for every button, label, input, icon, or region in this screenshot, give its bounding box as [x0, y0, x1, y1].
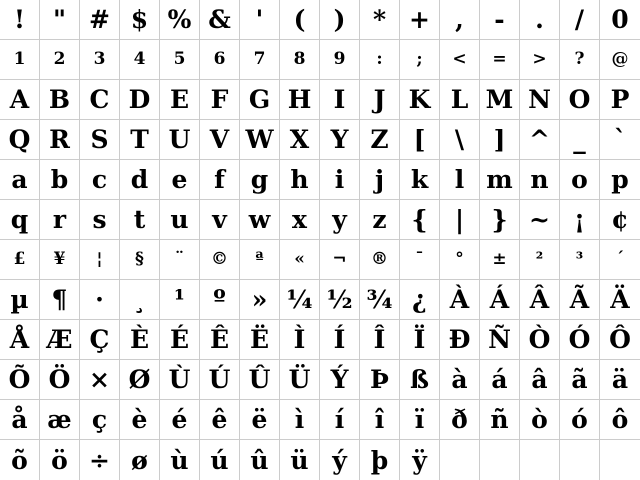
glyph-cell: _ [560, 120, 600, 160]
glyph-cell: ® [360, 240, 400, 280]
glyph-cell: 4 [120, 40, 160, 80]
glyph-cell: V [200, 120, 240, 160]
glyph-cell: h [280, 160, 320, 200]
glyph-cell: < [440, 40, 480, 80]
glyph-cell: ¡ [560, 200, 600, 240]
glyph-cell: Ê [200, 320, 240, 360]
glyph-cell: û [240, 440, 280, 480]
glyph-cell: r [40, 200, 80, 240]
glyph-cell: Ú [200, 360, 240, 400]
glyph-cell: ° [440, 240, 480, 280]
glyph-cell: | [440, 200, 480, 240]
glyph-cell: õ [0, 440, 40, 480]
glyph-cell: ¹ [160, 280, 200, 320]
glyph-cell: ã [560, 360, 600, 400]
glyph-cell: 8 [280, 40, 320, 80]
glyph-cell: ~ [520, 200, 560, 240]
glyph-cell: n [520, 160, 560, 200]
glyph-cell: â [520, 360, 560, 400]
glyph-cell: È [120, 320, 160, 360]
glyph-cell: × [80, 360, 120, 400]
glyph-cell: ò [520, 400, 560, 440]
glyph-cell: ² [520, 240, 560, 280]
glyph-cell: ð [440, 400, 480, 440]
glyph-cell: ó [560, 400, 600, 440]
glyph-cell: 0 [600, 0, 640, 40]
glyph-cell: L [440, 80, 480, 120]
glyph-cell: » [240, 280, 280, 320]
glyph-cell: [ [400, 120, 440, 160]
glyph-cell: ± [480, 240, 520, 280]
glyph-cell: S [80, 120, 120, 160]
glyph-cell: À [440, 280, 480, 320]
glyph-cell: p [600, 160, 640, 200]
glyph-cell: c [80, 160, 120, 200]
glyph-cell: ë [240, 400, 280, 440]
glyph-cell: § [120, 240, 160, 280]
glyph-cell: ú [200, 440, 240, 480]
glyph-cell: Ë [240, 320, 280, 360]
glyph-cell: Ù [160, 360, 200, 400]
glyph-cell: Ì [280, 320, 320, 360]
glyph-cell: Q [0, 120, 40, 160]
glyph-cell: ¾ [360, 280, 400, 320]
glyph-cell: 1 [0, 40, 40, 80]
glyph-cell: ø [120, 440, 160, 480]
glyph-cell: í [320, 400, 360, 440]
glyph-cell: W [240, 120, 280, 160]
glyph-cell: R [40, 120, 80, 160]
glyph-cell: ü [280, 440, 320, 480]
glyph-cell: µ [0, 280, 40, 320]
glyph-cell: Ä [600, 280, 640, 320]
glyph-cell: é [160, 400, 200, 440]
glyph-cell: £ [0, 240, 40, 280]
glyph-cell: w [240, 200, 280, 240]
glyph-cell: ù [160, 440, 200, 480]
glyph-cell: u [160, 200, 200, 240]
glyph-cell: G [240, 80, 280, 120]
glyph-cell: ÷ [80, 440, 120, 480]
glyph-cell: Å [0, 320, 40, 360]
glyph-cell: : [360, 40, 400, 80]
glyph-cell: Z [360, 120, 400, 160]
glyph-cell: á [480, 360, 520, 400]
glyph-cell: $ [120, 0, 160, 40]
glyph-cell: , [440, 0, 480, 40]
glyph-cell: ì [280, 400, 320, 440]
glyph-cell: Û [240, 360, 280, 400]
glyph-cell: 2 [40, 40, 80, 80]
glyph-cell: ê [200, 400, 240, 440]
glyph-cell: å [0, 400, 40, 440]
glyph-cell: Ü [280, 360, 320, 400]
glyph-cell: ? [560, 40, 600, 80]
glyph-cell: . [520, 0, 560, 40]
glyph-cell: ¥ [40, 240, 80, 280]
glyph-cell: Ö [40, 360, 80, 400]
glyph-cell: Ø [120, 360, 160, 400]
glyph-cell: ³ [560, 240, 600, 280]
glyph-cell: ß [400, 360, 440, 400]
glyph-cell: ( [280, 0, 320, 40]
glyph-cell: ö [40, 440, 80, 480]
glyph-cell: I [320, 80, 360, 120]
glyph-cell: à [440, 360, 480, 400]
glyph-cell: 6 [200, 40, 240, 80]
glyph-cell: ÿ [400, 440, 440, 480]
glyph-cell: Ô [600, 320, 640, 360]
glyph-cell: ` [600, 120, 640, 160]
glyph-cell: O [560, 80, 600, 120]
glyph-cell: U [160, 120, 200, 160]
glyph-cell: ¦ [80, 240, 120, 280]
glyph-cell: Ò [520, 320, 560, 360]
glyph-cell: i [320, 160, 360, 200]
glyph-cell: C [80, 80, 120, 120]
glyph-cell: g [240, 160, 280, 200]
glyph-cell: l [440, 160, 480, 200]
glyph-cell: ¢ [600, 200, 640, 240]
glyph-cell: a [0, 160, 40, 200]
glyph-cell: q [0, 200, 40, 240]
glyph-cell: · [80, 280, 120, 320]
glyph-cell: ç [80, 400, 120, 440]
glyph-cell: è [120, 400, 160, 440]
glyph-cell: A [0, 80, 40, 120]
glyph-cell: K [400, 80, 440, 120]
glyph-cell: Ï [400, 320, 440, 360]
glyph-cell: Ñ [480, 320, 520, 360]
glyph-cell: t [120, 200, 160, 240]
glyph-cell: b [40, 160, 80, 200]
glyph-cell: % [160, 0, 200, 40]
glyph-cell: \ [440, 120, 480, 160]
glyph-cell: 9 [320, 40, 360, 80]
glyph-cell: ] [480, 120, 520, 160]
glyph-cell: / [560, 0, 600, 40]
glyph-cell: ñ [480, 400, 520, 440]
glyph-cell: T [120, 120, 160, 160]
glyph-cell: ¶ [40, 280, 80, 320]
glyph-cell: É [160, 320, 200, 360]
glyph-cell: ¯ [400, 240, 440, 280]
glyph-cell: ¼ [280, 280, 320, 320]
glyph-cell: P [600, 80, 640, 120]
glyph-cell: ) [320, 0, 360, 40]
glyph-cell: Í [320, 320, 360, 360]
glyph-cell: Î [360, 320, 400, 360]
glyph-cell: Ã [560, 280, 600, 320]
glyph-cell: þ [360, 440, 400, 480]
glyph-cell: { [400, 200, 440, 240]
glyph-cell: ï [400, 400, 440, 440]
glyph-cell: ; [400, 40, 440, 80]
glyph-cell: ¸ [120, 280, 160, 320]
glyph-cell-empty [520, 440, 560, 480]
glyph-cell-empty [480, 440, 520, 480]
glyph-cell: j [360, 160, 400, 200]
glyph-cell: " [40, 0, 80, 40]
glyph-cell: « [280, 240, 320, 280]
glyph-cell: B [40, 80, 80, 120]
glyph-cell: Æ [40, 320, 80, 360]
glyph-cell: D [120, 80, 160, 120]
glyph-cell: y [320, 200, 360, 240]
glyph-cell: + [400, 0, 440, 40]
glyph-cell: æ [40, 400, 80, 440]
glyph-cell: v [200, 200, 240, 240]
glyph-cell: # [80, 0, 120, 40]
glyph-cell: & [200, 0, 240, 40]
glyph-cell: X [280, 120, 320, 160]
glyph-cell: E [160, 80, 200, 120]
glyph-cell: ¨ [160, 240, 200, 280]
glyph-cell: Õ [0, 360, 40, 400]
glyph-cell: Þ [360, 360, 400, 400]
glyph-cell: @ [600, 40, 640, 80]
glyph-cell: Ð [440, 320, 480, 360]
glyph-cell: ´ [600, 240, 640, 280]
glyph-cell: s [80, 200, 120, 240]
glyph-cell: > [520, 40, 560, 80]
glyph-cell: H [280, 80, 320, 120]
glyph-cell: 7 [240, 40, 280, 80]
glyph-cell: ª [240, 240, 280, 280]
glyph-cell: ý [320, 440, 360, 480]
glyph-cell-empty [560, 440, 600, 480]
glyph-cell: o [560, 160, 600, 200]
glyph-cell: ½ [320, 280, 360, 320]
glyph-cell: Ç [80, 320, 120, 360]
glyph-cell: f [200, 160, 240, 200]
glyph-cell: ¬ [320, 240, 360, 280]
glyph-cell: m [480, 160, 520, 200]
glyph-cell: Y [320, 120, 360, 160]
glyph-cell: ¿ [400, 280, 440, 320]
glyph-cell: z [360, 200, 400, 240]
glyph-cell-empty [600, 440, 640, 480]
glyph-cell: Ý [320, 360, 360, 400]
glyph-cell: Â [520, 280, 560, 320]
glyph-cell: î [360, 400, 400, 440]
glyph-cell: ^ [520, 120, 560, 160]
glyph-cell: 3 [80, 40, 120, 80]
glyph-cell: F [200, 80, 240, 120]
glyph-cell: d [120, 160, 160, 200]
glyph-cell: e [160, 160, 200, 200]
glyph-cell: M [480, 80, 520, 120]
glyph-cell: º [200, 280, 240, 320]
glyph-cell: ä [600, 360, 640, 400]
glyph-cell: ! [0, 0, 40, 40]
glyph-cell-empty [440, 440, 480, 480]
glyph-cell: } [480, 200, 520, 240]
glyph-cell: 5 [160, 40, 200, 80]
glyph-cell: N [520, 80, 560, 120]
glyph-cell: = [480, 40, 520, 80]
glyph-cell: Ó [560, 320, 600, 360]
glyph-cell: J [360, 80, 400, 120]
glyph-cell: Á [480, 280, 520, 320]
glyph-cell: - [480, 0, 520, 40]
glyph-cell: ' [240, 0, 280, 40]
glyph-cell: * [360, 0, 400, 40]
glyph-cell: x [280, 200, 320, 240]
glyph-cell: © [200, 240, 240, 280]
glyph-cell: k [400, 160, 440, 200]
glyph-cell: ô [600, 400, 640, 440]
